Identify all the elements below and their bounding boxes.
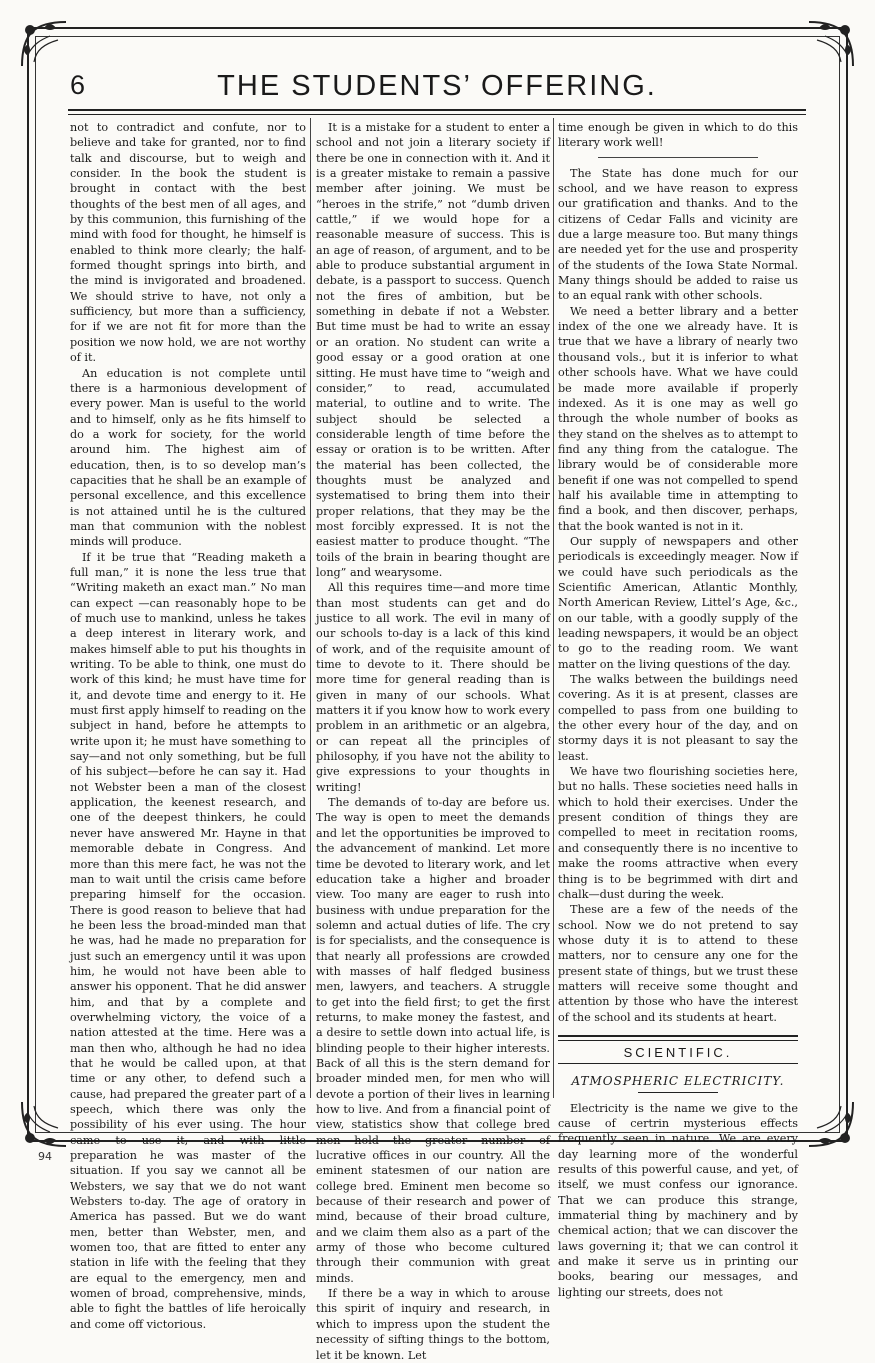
separator-rule — [598, 157, 758, 158]
corner-ornament-icon — [14, 1094, 74, 1154]
paragraph: Our supply of newspapers and other periodicals is exceedingly meager. Now if we could have such periodicals as the Scientific American, Atlantic Monthly, North American Review, Littel’s Age, &c., on our table, with a goodly supply of the leading newspapers, it would be an object to go to the reading room. We want matter on the living questions of the day. — [558, 534, 798, 671]
column-divider — [310, 118, 311, 1098]
paragraph: The demands of to-day are before us. The way is open to meet the demands and let the opportunities be improved to the advancement of mankind. Let more time be devoted to literary work, and let education take a higher and broader view. Too many are eager to rush into business with undue preparation for the solemn and actual duties of life. The cry is for specialists, and the consequence is that nearly all professions are crowded with masses of half fledged business men, lawyers, and teachers. A struggle to get into the field first; to get the first returns, to make money the fastest, and a desire to settle down into actual life, is blinding people to their higher interests. Back of all this is the stern demand for broader minded men, for men who will devote a portion of their lives in learning how to live. And from a financial point of view, statistics show that college bred men hold the greater number of lucrative offices in our country. All the eminent statesmen of our nation are college bred. Eminent men become so because of their research and power of mind, because of their broad culture, and we claim them also as a part of the army of those who become cultured through their communion with great minds. — [316, 796, 550, 1285]
paragraph: The State has done much for our school, and we have reason to express our gratification and thanks. And to the citizens of Cedar Falls and vicinity are due a large measure too. But many things are needed yet for the use and prosperity of the students of the Iowa State Normal. Many things should be added to raise us to an equal rank with other schools. — [558, 166, 798, 303]
paragraph: An education is not complete until there is a harmonious development of every power. Man is useful to the world and to himself, only as he fits himself to do a work for society, for the world around him. The highest aim of education, then, is to so develop man’s capacities that he shall be an example of personal excellence, and this excellence is not attained until he is the cultured man that communion with the noblest minds will produce. — [70, 366, 306, 549]
section-rule — [558, 1035, 798, 1041]
corner-ornament-icon — [801, 14, 861, 74]
publication-title: THE STUDENTS’ OFFERING. — [217, 70, 657, 102]
column-3 — [558, 120, 798, 1300]
column-2 — [316, 120, 550, 1363]
corner-ornament-icon — [14, 14, 74, 74]
paragraph: These are a few of the needs of the school. Now we do not pretend to say whose duty it is to attend to these matters, nor to censure any one for the present state of things, but we trust these matters will receive some thought and attention by those who have the interest of the school and its students at heart. — [558, 903, 798, 1024]
section-heading: SCIENTIFIC. — [623, 1044, 733, 1060]
paragraph: Electricity is the name we give to the cause of certrin mysterious effects frequently seen in nature. We are every day learning more of the wonderful results of this powerful cause, and yet, of itself, we must confess our ignorance. That we can produce this strange, immaterial thing by machinery and by chemical action; that we can discover the laws governing it; that we can control it and make it serve us in printing our books, bearing our messages, and lighting our streets, does not — [558, 1101, 798, 1299]
page-number: 6 — [70, 70, 86, 100]
title-underline — [638, 1092, 718, 1093]
masthead-header — [68, 68, 806, 108]
column-1 — [70, 120, 306, 1332]
paragraph: time enough be given in which to do this literary work well! — [558, 121, 798, 150]
article-title: ATMOSPHERIC ELECTRICITY. — [571, 1074, 785, 1089]
header-rule — [68, 109, 806, 115]
paragraph: It is a mistake for a student to enter a school and not join a literary society if there be one in connection with it. And it is a greater mistake to remain a passive member after joining. We must be “heroes in the strife,” not “dumb driven cattle,” if we would hope for a reasonable measure of success. This is an age of reason, of argument, and to be able to produce substantial argument in debate, is a passport to success. Quench not the fires of ambition, but be something in debate if not a Webster. But time must be had to write an essay or an oration. No student can write a good essay or a good oration at one sitting. He must have time to “weigh and consider,” to read, accumulated material, to outline and to write. The subject should be selected a considerable length of time before the essay or oration is to be written. After the material has been collected, the thoughts must be analyzed and systematised to bring them into their proper relations, that they may be the most forcibly expressed. It is not the easiest matter to produce thought. “The toils of the brain in bearing thought are long” and wearysome. — [316, 121, 550, 579]
paragraph: We need a better library and a better index of the one we already have. It is true that we have a library of nearly two thousand vols., but it is inferior to what other schools have. What we have could be made more available if properly indexed. As it is one may as well go through the whole number of books as they stand on the shelves as to attempt to find any thing from the catalogue. The library would be of considerable more benefit if one was not compelled to spend half his available time in attempting to find a book, and then discover, perhaps, that the book wanted is not in it. — [558, 304, 798, 533]
column-divider — [553, 118, 554, 1098]
corner-ornament-icon — [801, 1094, 861, 1154]
paragraph: We have two flourishing societies here, but no halls. These societies need halls in which to hold their exercises. Under the present condition of things they are compelled to meet in recitation rooms, and consequently there is no incentive to make the rooms attractive when every thing is to be begrimmed with dirt and chalk—dust during the week. — [558, 765, 798, 901]
paragraph: The walks between the buildings need covering. As it is at present, classes are compelled to pass from one building to the other every hour of the day, and on stormy days it is not pleasant to say the least. — [558, 673, 798, 763]
paragraph: All this requires time—and more time than most students can get and do justice to all work. The evil in many of our schools to-day is a lack of this kind of work, and of the requisite amount of time to devote to it. There should be more time for general reading than is given in many of our schools. What matters it if you know how to work every problem in an arithmetic or an algebra, or can repeat all the principles of philosophy, if you have not the ability to give expressions to your thoughts in writing! — [316, 581, 550, 794]
paragraph: not to contradict and confute, nor to believe and take for granted, nor to find talk and discourse, but to weigh and consider. In the book the student is brought in contact with the best thoughts of the best men of all ages, and by this communion, this furnishing of the mind with food for thought, he himself is enabled to think more clearly; the half-formed thought springs into birth, and the mind is invigorated and broadened. We should strive to have, not only a sufficiency, but more than a sufficiency, for if we are not fit for more than the position we now hold, we are not worthy of it. — [70, 121, 306, 365]
paragraph: If there be a way in which to arouse this spirit of inquiry and research, in which to impress upon the student the necessity of sifting things to the bottom, let it be known. Let — [316, 1287, 550, 1362]
paragraph: If it be true that “Reading maketh a full man,” it is none the less true that “Writing maketh an exact man.” No man can expect —can reasonably hope to be of much use to mankind, unless he takes a deep interest in literary work, and makes himself able to put his thoughts in writing. To be able to think, one must do work of this kind; he must have time for it, and devote time and energy to it. He must first apply himself to reading on the subject in hand, before he attempts to write upon it; he must have something to say—and not only something, but be full of his subject—before he can say it. Had not Webster been a man of the closest application, the keenest research, and one of the deepest thinkers, he could never have answered Mr. Hayne in that memorable debate in Congress. And more than this mere fact, he was not the man to wait until the crisis came before preparing himself for the occasion. There is good reason to believe that had he been less the broad-minded man that he was, had he made no preparation for just such an emergency until it was upon him, he would not have been able to answer his opponent. That he did answer him, and that by a complete and overwhelming victory, the voice of a nation attested at the time. Here was a man then who, although he had no idea that he would be called upon, at that time or any other, to defend such a cause, had prepared the greater part of a speech, which there was only the possibility of his ever using. The hour came to use it, and with little preparation he was master of the situation. If you say we cannot all be Websters, we say that we do not want Websters to-day. The age of oratory in America has passed. But we do want men, better than Webster, men, and women too, that are fitted to enter any station in life with the feeling that they are equal to the emergency, men and women of broad, comprehensive, minds, able to fight the battles of life heroically and come off victorious. — [70, 550, 306, 1331]
section-rule — [558, 1063, 798, 1064]
page-mark: 94 — [38, 1150, 52, 1163]
